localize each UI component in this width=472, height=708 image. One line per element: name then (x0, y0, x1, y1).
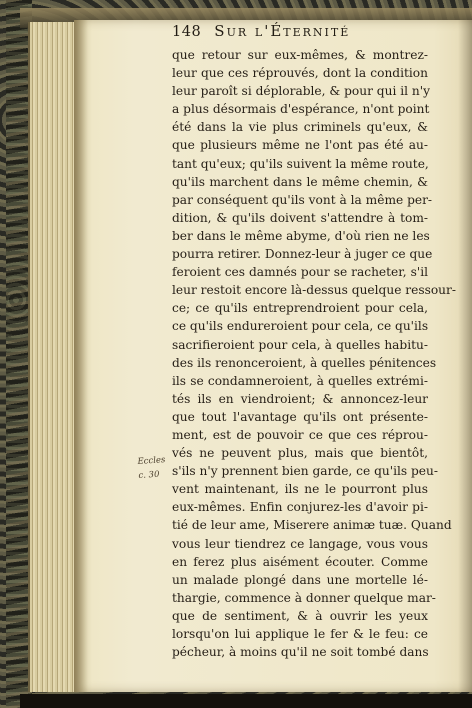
text-line: s'ils n'y prennent bien garde, ce qu'ils peu- (172, 464, 438, 479)
text-line: lorsqu'on lui applique le fer & le feu: ce (172, 627, 428, 641)
text-line: leur restoit encore là-dessus quelque ressour- (172, 283, 456, 298)
text-line: que plusieurs même ne l'ont pas été au- (172, 138, 428, 153)
text-line: ber dans le même abyme, d'où rien ne les (172, 228, 430, 243)
text-line: a plus désormais d'espérance, n'ont point (172, 102, 430, 117)
text-line: que retour sur eux-mêmes, & montrez- (172, 48, 428, 62)
text-line: vous leur tiendrez ce langage, vous vous (172, 536, 428, 551)
text-line: dition, & qu'ils doivent s'attendre à tom- (172, 210, 428, 225)
text-line: un malade plongé dans une mortelle lé- (172, 572, 428, 587)
page-number: 148 (172, 24, 202, 40)
page-right-shadow (458, 20, 472, 692)
text-line: tant qu'eux; qu'ils suivent la même route, (172, 156, 429, 171)
page-stack-edges (28, 22, 80, 692)
running-title: Sur l'Éternité (214, 22, 351, 40)
body-text (172, 46, 456, 661)
text-line: sacrifieroient pour cela, à quelles habitu- (172, 337, 428, 352)
text-line: leur paroît si déplorable, & pour qui il n'y (172, 84, 430, 99)
text-line: tié de leur ame, Miserere animæ tuæ. Quand (172, 518, 452, 533)
margin-note-line: c. 30 (138, 469, 160, 482)
text-line: pécheur, à moins qu'il ne soit tombé dans (172, 645, 429, 660)
text-line: que de sentiment, & à ouvrir les yeux (172, 608, 428, 623)
text-line: ment, est de pouvoir ce que ces réprou- (172, 427, 428, 442)
text-line: que tout l'avantage qu'ils ont présente- (172, 409, 428, 424)
text-line: vés ne peuvent plus, mais que bientôt, (172, 446, 428, 461)
marginal-annotation (137, 453, 169, 483)
gutter-shadow (74, 20, 88, 692)
text-line: par conséquent qu'ils vont à la même per- (172, 192, 433, 207)
text-line: eux-mêmes. Enfin conjurez-les d'avoir pi- (172, 500, 428, 515)
running-header (172, 22, 472, 44)
text-line: leur que ces réprouvés, dont la condition (172, 66, 428, 81)
text-line: thargie, commence à donner quelque mar- (172, 590, 436, 605)
text-line: feroient ces damnés pour se racheter, s'il (172, 265, 428, 280)
text-line: ils se condamneroient, à quelles extrémi- (172, 373, 428, 388)
text-line: des ils renonceroient, à quelles pénitences (172, 355, 437, 370)
text-line: été dans la vie plus criminels qu'eux, & (172, 120, 428, 135)
text-line: en ferez plus aisément écouter. Comme (172, 554, 428, 569)
text-line: ce; ce qu'ils entreprendroient pour cela, (172, 301, 428, 316)
text-line: ce qu'ils endureroient pour cela, ce qu'ils (172, 319, 429, 334)
margin-note-line: Eccles (137, 455, 166, 468)
text-line: vent maintenant, ils ne le pourront plus (172, 482, 428, 497)
text-line: qu'ils marchent dans le même chemin, & (172, 174, 428, 189)
text-line: tés ils en viendroient; & annoncez-leur (172, 391, 428, 406)
bottom-shadow (20, 694, 472, 708)
text-line: pourra retirer. Donnez-leur à juger ce que (172, 247, 433, 262)
